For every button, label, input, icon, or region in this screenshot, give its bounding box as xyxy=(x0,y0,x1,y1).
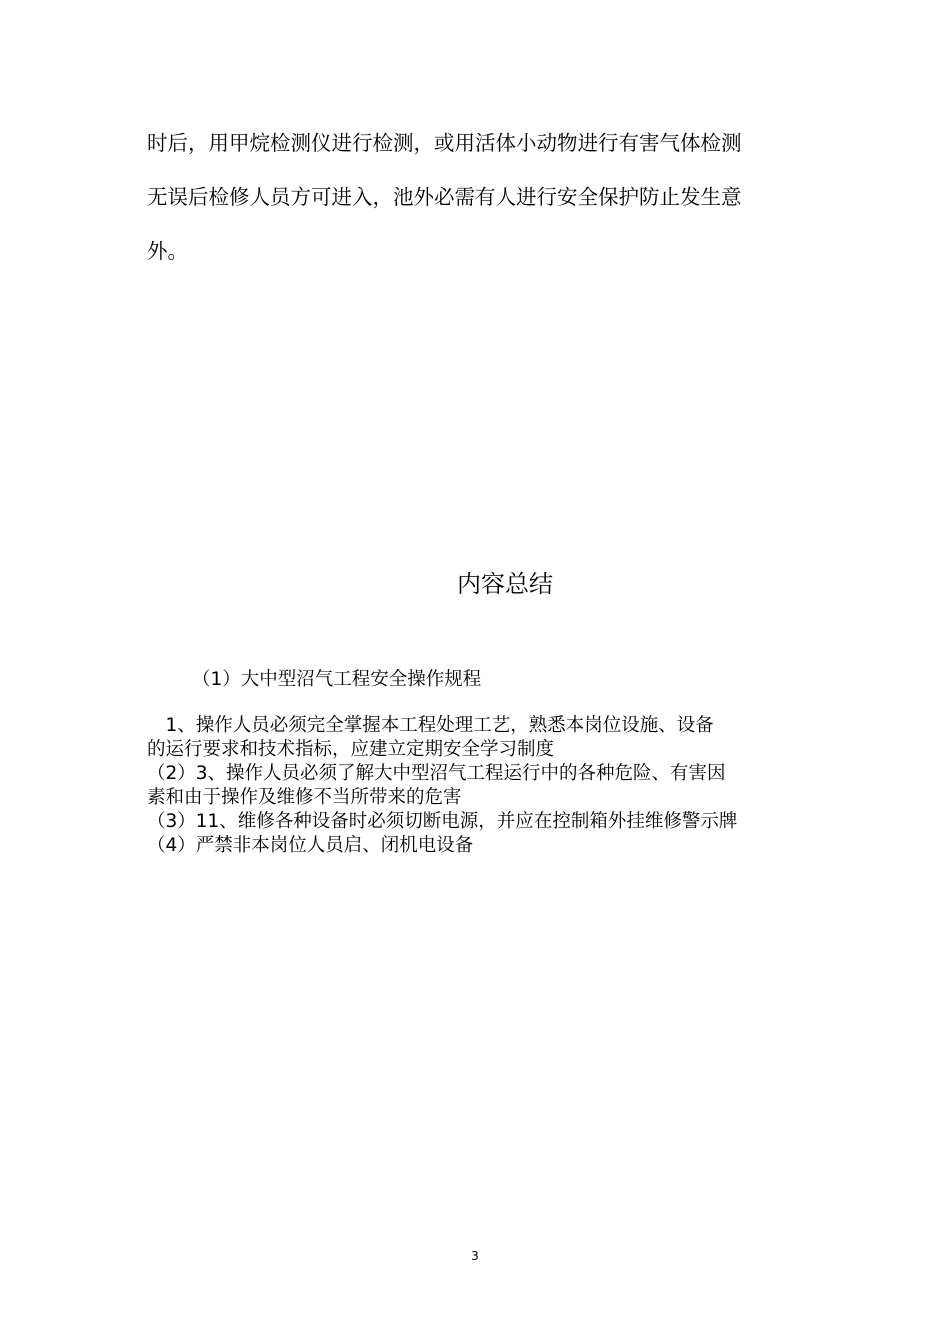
summary-line: 的运行要求和技术指标，应建立定期安全学习制度 xyxy=(147,739,555,760)
summary-line: 素和由于操作及维修不当所带来的危害 xyxy=(147,787,462,808)
continued-paragraph xyxy=(147,116,807,278)
summary-line: 1、操作人员必须完全掌握本工程处理工艺，熟悉本岗位设施、设备 xyxy=(147,715,714,736)
page-number: 3 xyxy=(471,1249,479,1263)
summary-body xyxy=(147,714,827,858)
paragraph-line: 无误后检修人员方可进入，池外必需有人进行安全保护防止发生意 xyxy=(147,185,742,209)
summary-line: （3）11、维修各种设备时必须切断电源，并应在控制箱外挂维修警示牌 xyxy=(147,811,738,832)
paragraph-line: 外。 xyxy=(147,239,188,263)
summary-line: （2）3、操作人员必须了解大中型沼气工程运行中的各种危险、有害因 xyxy=(147,763,726,784)
paragraph-line: 时后，用甲烷检测仪进行检测，或用活体小动物进行有害气体检测 xyxy=(147,131,742,155)
summary-line: （4）严禁非本岗位人员启、闭机电设备 xyxy=(147,835,474,856)
summary-title: 内容总结 xyxy=(457,570,553,598)
summary-heading: （1）大中型沼气工程安全操作规程 xyxy=(192,669,482,690)
